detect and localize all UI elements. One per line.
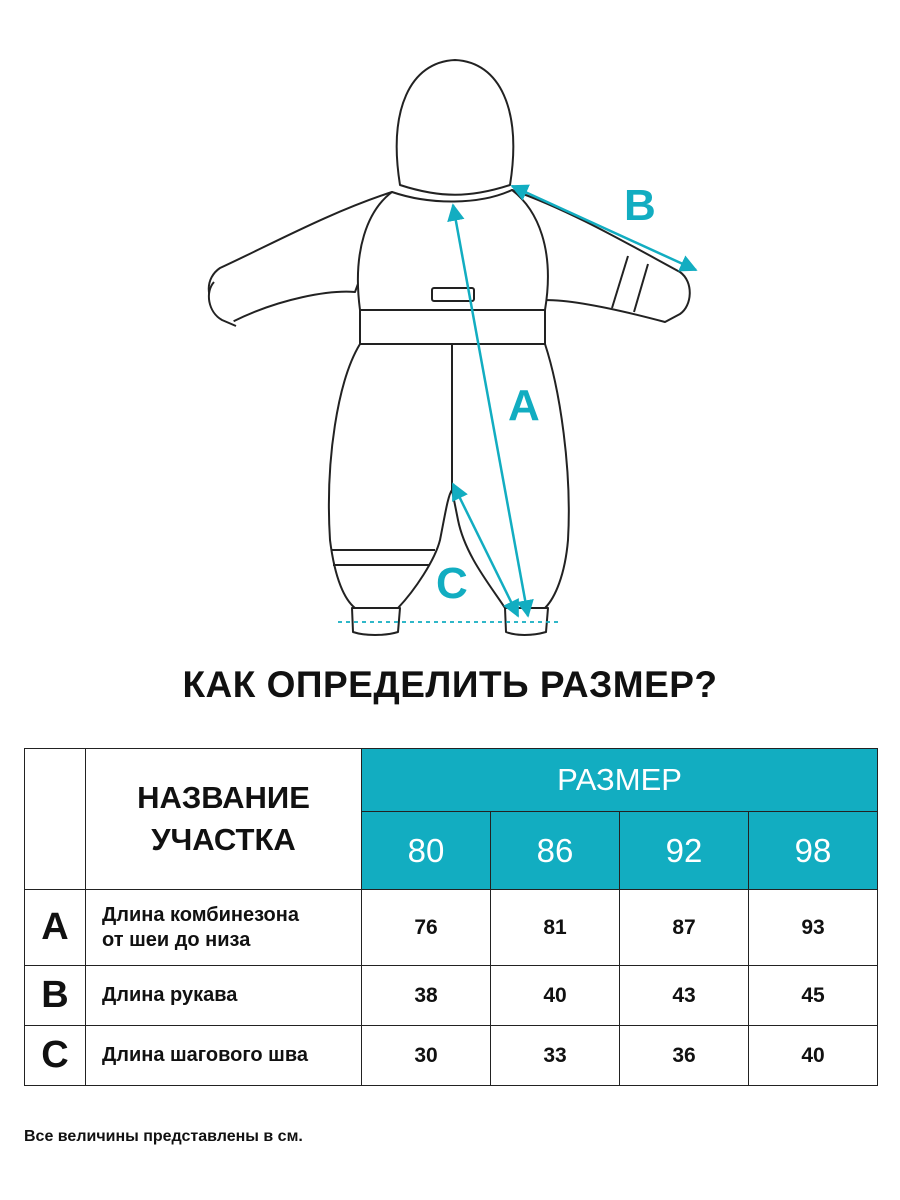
- footnote: Все величины представлены в см.: [24, 1128, 303, 1145]
- table-cell: 81: [491, 890, 620, 966]
- size-86: 86: [491, 812, 620, 890]
- section-name-header: [86, 749, 362, 890]
- left-leg: [329, 344, 452, 608]
- row-letter: B: [25, 966, 86, 1026]
- size-98: 98: [749, 812, 878, 890]
- row-description: [86, 890, 362, 966]
- row-description-line1: Длина комбинезона: [102, 903, 299, 926]
- table-header-row: [25, 749, 878, 812]
- table-row: [25, 890, 878, 966]
- section-name-header-line2: УЧАСТКА: [151, 822, 296, 857]
- row-description: Длина шагового шва: [86, 1026, 362, 1086]
- table-row: [25, 966, 878, 1026]
- measure-a-label: A: [508, 381, 540, 430]
- table-row: [25, 1026, 878, 1086]
- row-description: Длина рукава: [86, 966, 362, 1026]
- table-cell: 38: [362, 966, 491, 1026]
- table-cell: 45: [749, 966, 878, 1026]
- table-cell: 76: [362, 890, 491, 966]
- row-letter: C: [25, 1026, 86, 1086]
- table-cell: 36: [620, 1026, 749, 1086]
- table-cell: 33: [491, 1026, 620, 1086]
- table-cell: 40: [749, 1026, 878, 1086]
- letter-header-cell: [25, 749, 86, 890]
- table-cell: 87: [620, 890, 749, 966]
- row-letter: A: [25, 890, 86, 966]
- table-cell: 93: [749, 890, 878, 966]
- size-table: [24, 748, 878, 1086]
- measure-b-label: B: [624, 181, 656, 230]
- row-description-line2: от шеи до низа: [102, 928, 251, 951]
- left-boot: [352, 608, 400, 635]
- page-title: КАК ОПРЕДЕЛИТЬ РАЗМЕР?: [182, 664, 718, 705]
- size-header: РАЗМЕР: [362, 749, 878, 812]
- table-cell: 30: [362, 1026, 491, 1086]
- measure-c-label: C: [436, 559, 468, 608]
- table-cell: 43: [620, 966, 749, 1026]
- waistband: [360, 310, 545, 344]
- size-92: 92: [620, 812, 749, 890]
- size-80: 80: [362, 812, 491, 890]
- hood: [397, 60, 513, 195]
- section-name-header-line1: НАЗВАНИЕ: [137, 780, 310, 816]
- table-cell: 40: [491, 966, 620, 1026]
- jumpsuit-outline: [209, 60, 690, 635]
